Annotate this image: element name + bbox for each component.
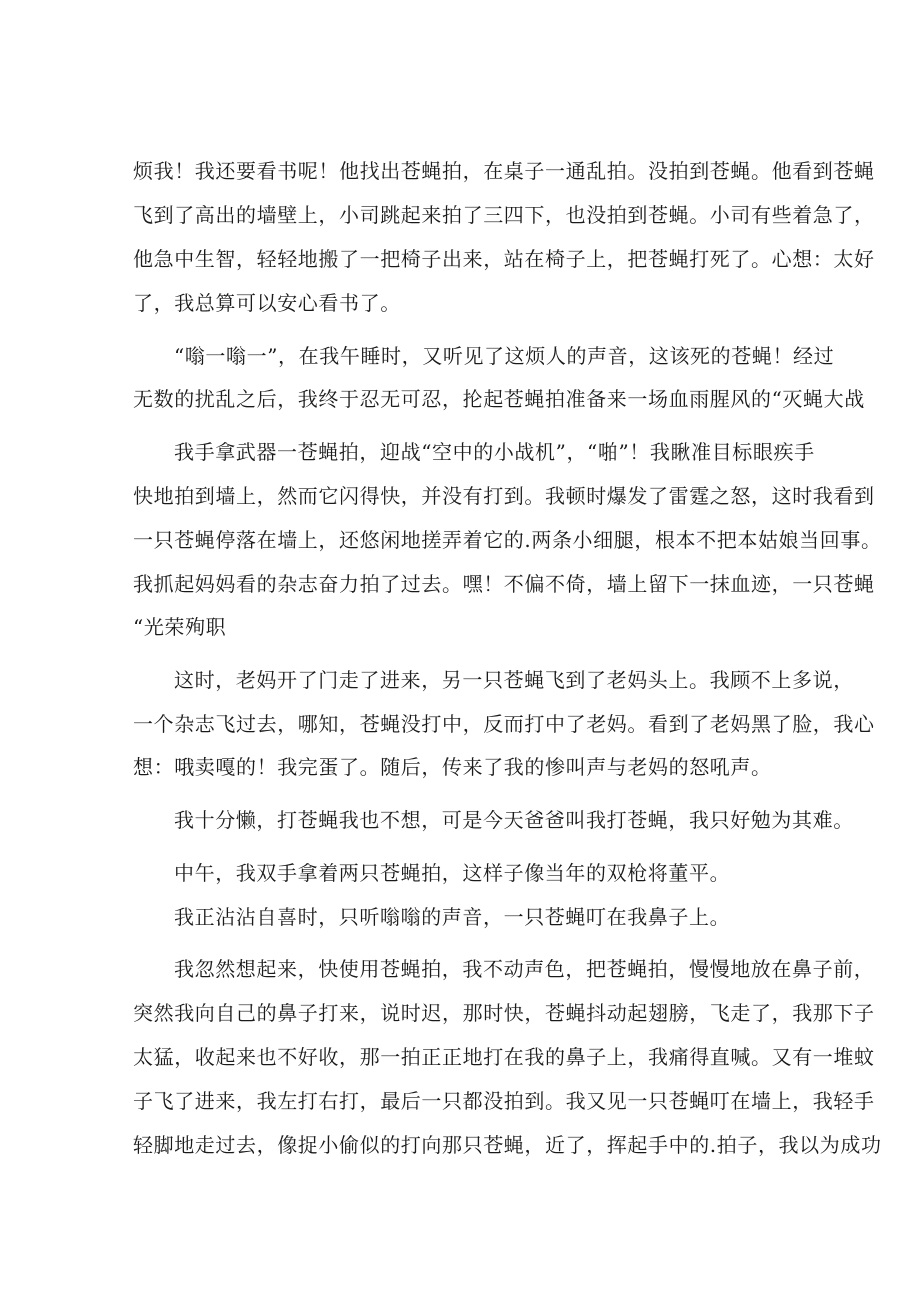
text-line: 中午，我双手拿着两只苍蝇拍，这样子像当年的双枪将董平。 — [174, 861, 731, 885]
text-line: 一只苍蝇停落在墙上，还悠闲地搓弄着它的.两条小细腿，根本不把本姑娘当回事。 — [133, 528, 882, 552]
text-line: 子飞了进来，我左打右打，最后一只都没拍到。我又见一只苍蝇叮在墙上，我轻手 — [133, 1089, 875, 1113]
text-line: 飞到了高出的墙壁上，小司跳起来拍了三四下，也没拍到苍蝇。小司有些着急了， — [133, 203, 875, 227]
text-line: 我正沾沾自喜时，只听嗡嗡的声音，一只苍蝇叮在我鼻子上。 — [174, 905, 731, 929]
text-line: 了，我总算可以安心看书了。 — [133, 291, 401, 315]
text-line: 轻脚地走过去，像捉小偷似的打向那只苍蝇，近了，挥起手中的.拍子，我以为成功 — [133, 1133, 882, 1157]
text-line: 烦我！我还要看书呢！他找出苍蝇拍，在桌子一通乱拍。没拍到苍蝇。他看到苍蝇 — [133, 159, 875, 183]
text-line: 我十分懒，打苍蝇我也不想，可是今天爸爸叫我打苍蝇，我只好勉为其难。 — [174, 808, 854, 832]
text-line: 无数的扰乱之后，我终于忍无可忍，抡起苍蝇拍准备来一场血雨腥风的“灭蝇大战 — [133, 387, 865, 411]
text-line: 突然我向自己的鼻子打来，说时迟，那时快，苍蝇抖动起翅膀，飞走了，我那下子 — [133, 1001, 875, 1025]
text-line: 一个杂志飞过去，哪知，苍蝇没打中，反而打中了老妈。看到了老妈黑了脸，我心 — [133, 712, 875, 736]
text-line: 他急中生智，轻轻地搬了一把椅子出来，站在椅子上，把苍蝇打死了。心想：太好 — [133, 247, 875, 271]
text-line: 我忽然想起来，快使用苍蝇拍，我不动声色，把苍蝇拍，慢慢地放在鼻子前， — [174, 957, 875, 981]
text-line: “光荣殉职 — [133, 615, 227, 639]
text-line: 这时，老妈开了门走了进来，另一只苍蝇飞到了老妈头上。我顾不上多说， — [174, 668, 854, 692]
text-line: 我抓起妈妈看的杂志奋力拍了过去。嘿！不偏不倚，墙上留下一抹血迹，一只苍蝇 — [133, 572, 875, 596]
text-line: 快地拍到墙上，然而它闪得快，并没有打到。我顿时爆发了雷霆之怒，这时我看到 — [133, 484, 875, 508]
text-line: 想：哦卖嘎的！我完蛋了。随后，传来了我的惨叫声与老妈的怒吼声。 — [133, 755, 772, 779]
text-line: “嗡一嗡一”，在我午睡时，又听见了这烦人的声音，这该死的苍蝇！经过 — [174, 344, 835, 368]
text-line: 太猛，收起来也不好收，那一拍正正地打在我的鼻子上，我痛得直喊。又有一堆蚊 — [133, 1045, 875, 1069]
text-line: 我手拿武器一苍蝇拍，迎战“空中的小战机”，“啪”！我瞅准目标眼疾手 — [174, 440, 815, 464]
